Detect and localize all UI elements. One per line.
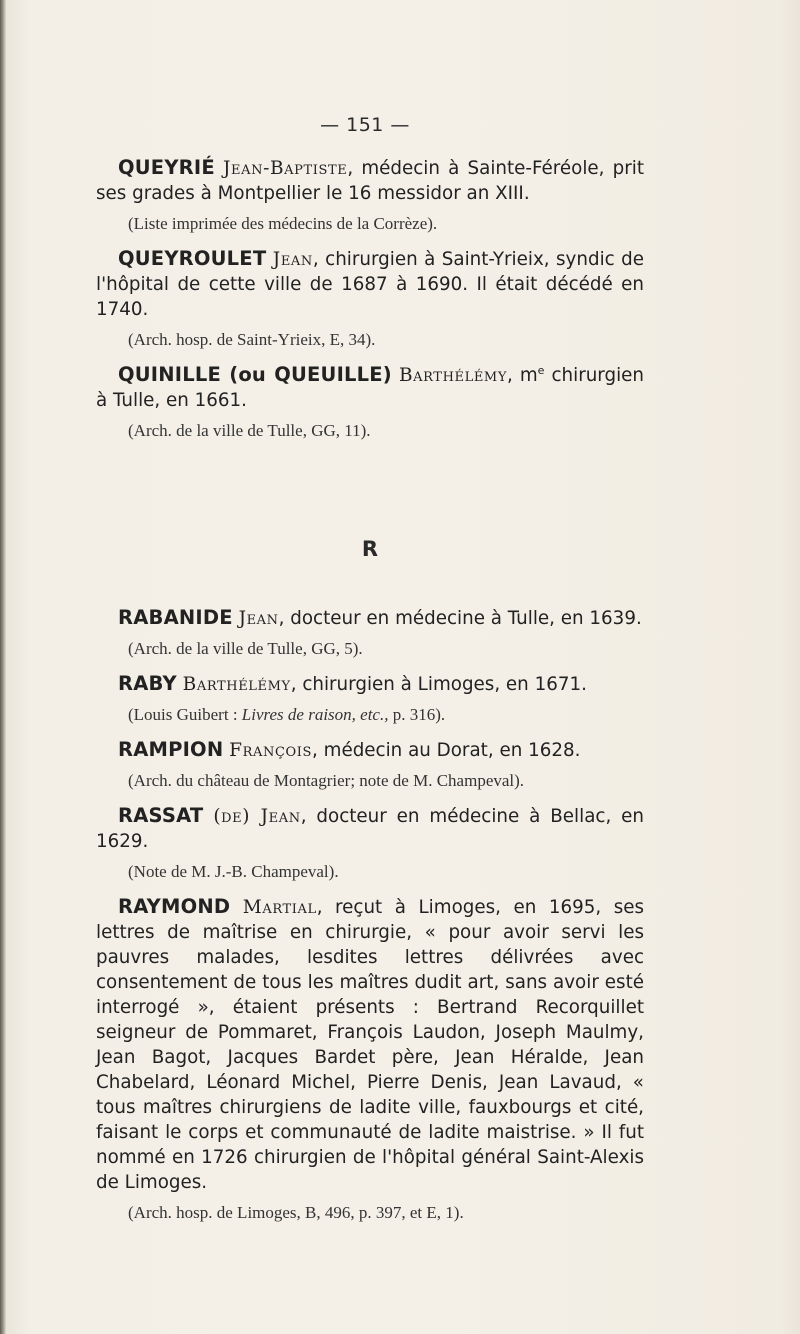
entry-quinille — [96, 362, 644, 413]
entry-given-name: François — [229, 740, 313, 761]
entry-given-name: Jean-Baptiste — [223, 158, 348, 179]
entry-source: (Note de M. J.-B. Champeval). — [128, 862, 339, 881]
entry-given-name: Barthélémy — [398, 365, 508, 386]
page-content — [96, 155, 644, 1235]
entry-source: (Arch. hosp. de Saint-Yrieix, E, 34). — [128, 330, 376, 349]
entry-given-name: Martial — [242, 897, 317, 918]
entry-text: , chirurgien à Limoges, en 1671. — [290, 674, 587, 695]
page-number: — 151 — — [320, 114, 410, 136]
entry-text: , docteur en médecine à Bellac, en 1629. — [96, 806, 644, 852]
entry-text: , médecin au Dorat, en 1628. — [312, 740, 581, 761]
entry-surname: QUEYRIÉ — [118, 156, 215, 179]
entry-surname: RAMPION — [118, 738, 224, 761]
entry-text: , reçut à Limoges, en 1695, ses lettres de maîtrise en chirurgie, « pour avoir servi les pauvres malades, lesdites lettres délivrées avec consentement de tous les maîtres dudit art, sans avoir esté interrogé », étaient présents : Bertrand Recorquillet seigneur de Pommaret, François Laudon, Joseph Maulmy, Jean Bagot, Jacques Bardet père, Jean Héralde, Jean Chabelard, Léonard Michel, Pierre Denis, Jean Lavaud, « tous maîtres chirurgiens de ladite ville, fauxbourgs et cité, faisant le corps et communauté de ladite maistrise. » Il fut nommé en 1726 chirurgien de l'hôpital général Saint-Alexis de Limoges. — [96, 897, 645, 1193]
page-binding-edge — [0, 0, 6, 1334]
entry-surname: QUEYROULET — [118, 247, 267, 270]
source-suffix: p. 316). — [388, 705, 446, 724]
entry-surname: RABANIDE — [118, 606, 233, 629]
entry-rassat — [96, 803, 644, 854]
entry-rampion — [96, 737, 644, 763]
section-letter-heading: R — [361, 537, 379, 561]
entry-text: , docteur en médecine à Tulle, en 1639. — [278, 608, 642, 629]
entry-source: (Arch. hosp. de Limoges, B, 496, p. 397, et E, 1). — [128, 1203, 464, 1222]
entry-given-name: Jean — [272, 249, 313, 270]
entry-surname: QUINILLE (ou QUEUILLE) — [118, 363, 392, 386]
source-title: Livres de raison, etc., — [241, 705, 389, 724]
entry-raby — [96, 671, 644, 697]
entry-surname: RASSAT — [118, 804, 204, 827]
entry-source: (Arch. de la ville de Tulle, GG, 11). — [128, 421, 371, 440]
entry-source: (Liste imprimée des médecins de la Corrèze). — [128, 214, 438, 233]
entry-text: chirurgien à Tulle, en 1661. — [96, 365, 645, 411]
entry-raymond — [96, 894, 644, 1195]
entry-rabanide — [96, 605, 644, 631]
entry-surname: RABY — [118, 672, 177, 695]
entry-source: (Arch. du château de Montagrier; note de M. Champeval). — [128, 771, 525, 790]
entry-given-name: Jean — [238, 608, 279, 629]
entry-given-name: (de) Jean — [213, 806, 301, 827]
entry-text: , médecin à Sainte-Féréole, prit ses grades à Montpellier le 16 messidor an XIII. — [96, 158, 645, 204]
entry-source: (Arch. de la ville de Tulle, GG, 5). — [128, 639, 363, 658]
entry-text: , chirurgien à Saint-Yrieix, syndic de l'hôpital de cette ville de 1687 à 1690. Il était décédé en 1740. — [96, 249, 645, 320]
entry-given-name: Barthélémy — [182, 674, 291, 695]
entry-queyroulet — [96, 246, 644, 322]
entry-superscript: e — [537, 363, 545, 377]
entry-queyrie — [96, 155, 644, 206]
entry-text-prefix: , m — [507, 365, 538, 386]
entry-surname: RAYMOND — [118, 895, 231, 918]
source-prefix: (Louis Guibert : — [128, 705, 242, 724]
entry-source — [96, 702, 644, 727]
